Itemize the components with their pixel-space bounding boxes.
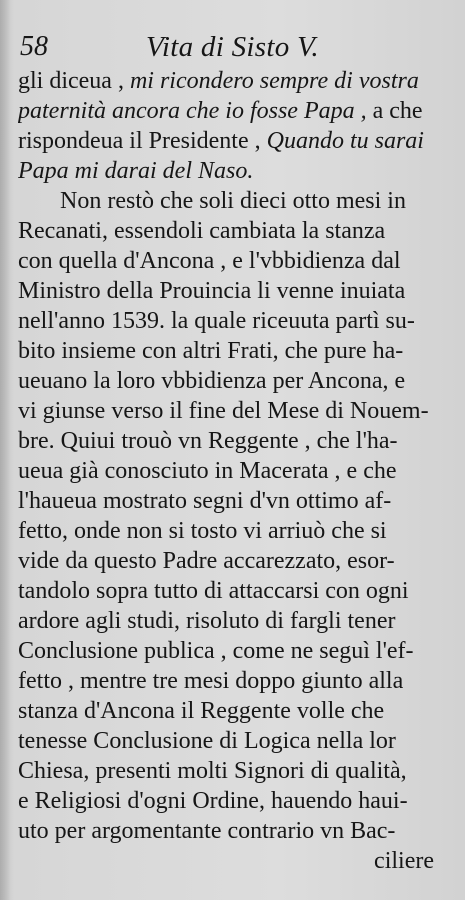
text-segment: bito insieme con altri Frati, che pure ha- [18, 338, 404, 364]
italic-text-segment: Papa mi darai del Naso. [18, 158, 254, 184]
running-title: Vita di Sisto V. [146, 31, 319, 63]
page-header [18, 30, 448, 66]
body-text [18, 66, 438, 876]
text-segment: ardore agli studi, risoluto di fargli tener [18, 608, 396, 634]
text-line [18, 546, 438, 576]
text-segment: Recanati, essendoli cambiata la stanza [18, 218, 386, 244]
text-line [18, 576, 438, 606]
text-line [18, 786, 438, 816]
text-segment: Ministro della Prouincia li venne inuiata [18, 278, 406, 304]
text-segment: gli diceua , [18, 68, 130, 94]
text-line [18, 756, 438, 786]
text-line [18, 606, 438, 636]
text-line [18, 126, 438, 156]
text-segment: stanza d'Ancona il Reggente volle che [18, 698, 385, 724]
text-line [18, 516, 438, 546]
text-line [18, 636, 438, 666]
text-line [18, 306, 438, 336]
text-segment: uto per argomentante contrario vn Bac- [18, 818, 396, 844]
text-line [18, 216, 438, 246]
text-segment: bre. Quiui trouò vn Reggente , che l'ha- [18, 428, 398, 454]
text-line [18, 276, 438, 306]
italic-text-segment: mi ricondero sempre di vostra [129, 68, 419, 94]
text-segment: fetto, onde non si tosto vi arriuò che si [18, 518, 387, 544]
text-line [18, 366, 438, 396]
text-segment: ueuano la loro vbbidienza per Ancona, e [18, 368, 406, 394]
text-line [18, 846, 438, 876]
text-line [18, 336, 438, 366]
text-segment: Chiesa, presenti molti Signori di qualità, [18, 758, 407, 784]
page-edge-shadow [0, 0, 10, 900]
text-segment: Non restò che soli dieci otto mesi in [60, 188, 406, 214]
text-line [18, 816, 438, 846]
text-line [18, 186, 438, 216]
text-line [18, 426, 438, 456]
italic-text-segment: paternità ancora che io fosse Papa , [18, 98, 367, 124]
text-segment: e Religiosi d'ogni Ordine, hauendo haui- [18, 788, 408, 814]
text-line [18, 456, 438, 486]
text-segment: ueua già conosciuto in Macerata , e che [18, 458, 397, 484]
text-segment: vide da questo Padre accarezzato, esor- [18, 548, 395, 574]
page-number: 58 [20, 31, 48, 62]
text-segment: con quella d'Ancona , e l'vbbidienza dal [18, 248, 401, 274]
text-segment: a che [366, 98, 423, 124]
text-segment: tenesse Conclusione di Logica nella lor [18, 728, 396, 754]
text-segment: ciliere [374, 848, 434, 874]
text-line [18, 666, 438, 696]
italic-text-segment: Quando tu sarai [266, 128, 424, 154]
text-line [18, 486, 438, 516]
text-segment: tandolo sopra tutto di attaccarsi con ogni [18, 578, 409, 604]
text-segment: vi giunse verso il fine del Mese di Nouem- [18, 398, 429, 424]
text-line [18, 156, 438, 186]
text-line [18, 396, 438, 426]
text-line [18, 246, 438, 276]
text-line [18, 726, 438, 756]
text-line [18, 66, 438, 96]
text-segment: fetto , mentre tre mesi doppo giunto alla [18, 668, 404, 694]
text-segment: rispondeua il Presidente , [18, 128, 267, 154]
text-segment: nell'anno 1539. la quale riceuuta partì su- [18, 308, 415, 334]
text-line [18, 696, 438, 726]
text-segment: Conclusione publica , come ne seguì l'ef- [18, 638, 414, 664]
text-segment: l'haueua mostrato segni d'vn ottimo af- [18, 488, 392, 514]
text-line [18, 96, 438, 126]
